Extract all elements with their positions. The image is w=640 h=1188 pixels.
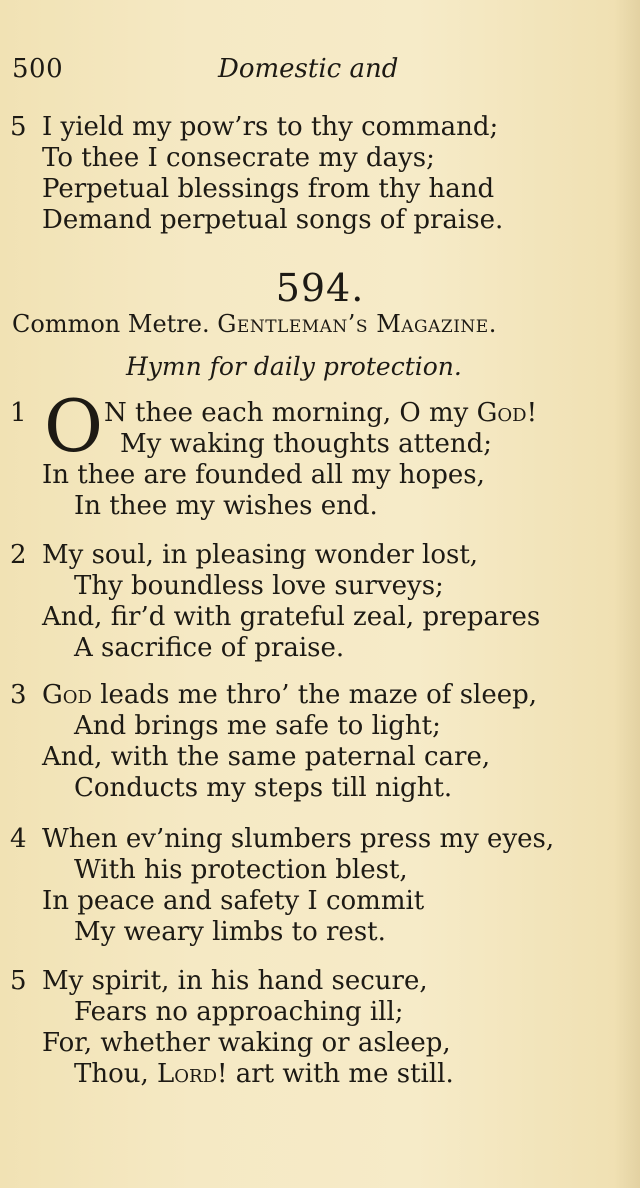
verse-number: 4 [10, 824, 27, 854]
divine-name: God [476, 398, 527, 428]
verse-line [104, 398, 537, 428]
verse-line-text: leads me thro’ the maze of sleep, [91, 680, 538, 710]
verse-line-punctuation: ! [526, 398, 538, 428]
hymn-title: Hymn for daily protection. [126, 352, 462, 381]
verse-line [42, 680, 537, 710]
divine-name: God [42, 680, 92, 710]
running-head: Domestic and [218, 54, 399, 84]
verse-line: My spirit, in his hand secure, [42, 966, 428, 996]
verse-line: In thee are founded all my hopes, [42, 460, 485, 490]
verse-line: Fears no approaching ill; [74, 997, 404, 1027]
hymn-source: Gentleman’s Magazine. [217, 310, 497, 338]
verse-line-text: Thou, [74, 1059, 158, 1089]
previous-verse-line: To thee I consecrate my days; [42, 143, 435, 173]
drop-cap: O [44, 384, 104, 468]
verse-line: When ev’ning slumbers press my eyes, [42, 824, 555, 854]
verse-line: A sacrifice of praise. [74, 633, 345, 663]
verse-line: In thee my wishes end. [74, 491, 378, 521]
verse-line: My waking thoughts attend; [120, 429, 493, 459]
verse-line: And, with the same paternal care, [42, 742, 491, 772]
verse-line: Conducts my steps till night. [74, 773, 453, 803]
verse-number: 2 [10, 540, 27, 570]
page-header [12, 54, 628, 94]
verse-line [74, 1059, 454, 1089]
previous-verse-number: 5 [10, 112, 27, 142]
hymn-number: 594. [275, 266, 365, 310]
verse-number: 5 [10, 966, 27, 996]
verse-number: 1 [10, 398, 27, 428]
verse-line-text: ! art with me still. [217, 1059, 454, 1089]
previous-verse-line: Demand perpetual songs of praise. [42, 205, 504, 235]
verse-line: With his protection blest, [74, 855, 408, 885]
verse-line: For, whether waking or asleep, [42, 1028, 451, 1058]
verse-line: And brings me safe to light; [74, 711, 441, 741]
verse-line: My soul, in pleasing wonder lost, [42, 540, 479, 570]
verse-line: And, fir’d with grateful zeal, prepares [42, 602, 541, 632]
previous-verse-line: I yield my pow’rs to thy command; [42, 112, 499, 142]
hymn-metre: Common Metre. [12, 310, 210, 338]
previous-verse-line: Perpetual blessings from thy hand [42, 174, 495, 204]
verse-line: Thy boundless love surveys; [74, 571, 444, 601]
page-number: 500 [12, 54, 64, 84]
divine-name: Lord [157, 1059, 218, 1089]
verse-line: In peace and safety I commit [42, 886, 425, 916]
page-gutter-shadow [614, 0, 640, 1188]
verse-line-text: N thee each morning, O my [104, 398, 477, 428]
hymn-metre-line [12, 310, 497, 338]
verse-number: 3 [10, 680, 27, 710]
verse-line: My weary limbs to rest. [74, 917, 386, 947]
